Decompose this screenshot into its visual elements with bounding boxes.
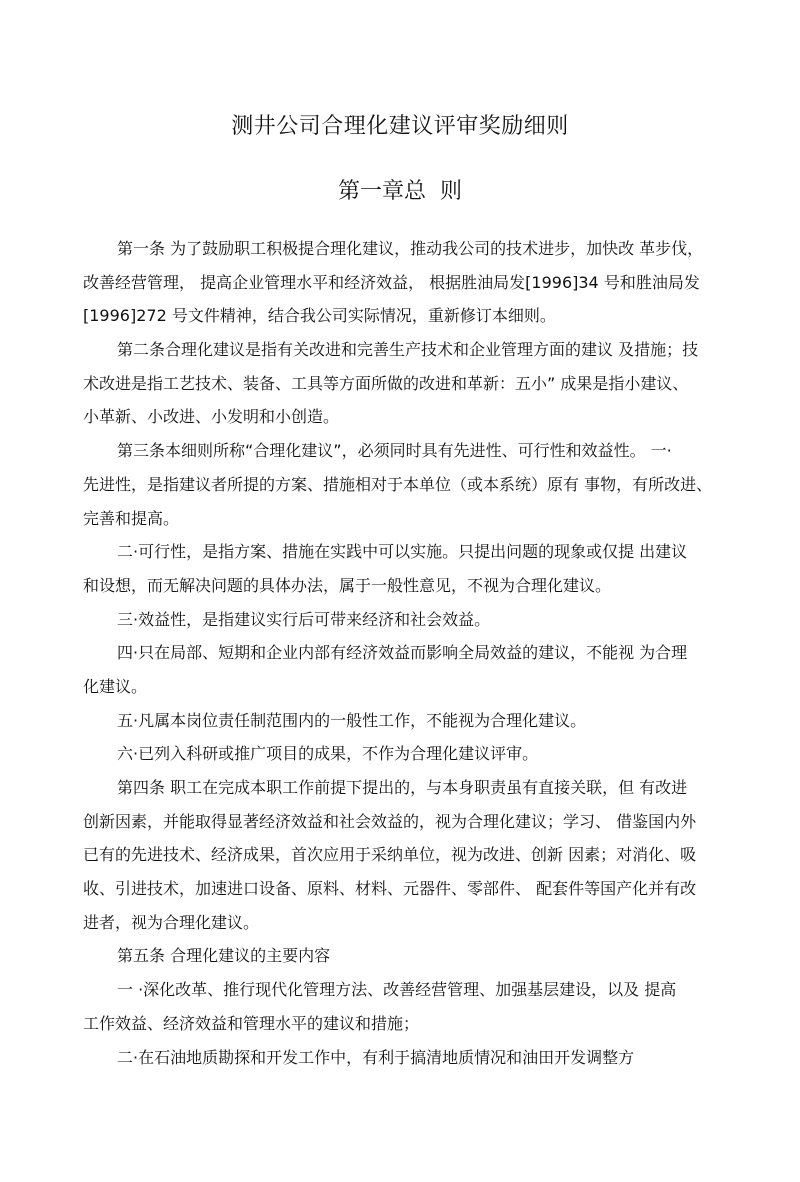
text-line: 创新因素，并能取得显著经济效益和社会效益的，视为合理化建议；学习、 借鉴国内外 [83,811,697,831]
text-line: 工作效益、经济效益和管理水平的建议和措施； [83,1013,420,1033]
text-line: 三·效益性，是指建议实行后可带来经济和社会效益。 [117,609,491,629]
text-line: 化建议。 [83,676,148,696]
text-line: 六·已列入科研或推广项目的成果，不作为合理化建议评审。 [117,744,539,764]
text-line: 收、引进技术，加速进口设备、原料、材料、元器件、零部件、 配套件等国产化并有改 [83,879,697,899]
text-line: 术改进是指工艺技术、装备、工具等方面所做的改进和革新：五小” 成果是指小建议、 [83,373,689,393]
text-line: 已有的先进技术、经济成果，首次应用于采纳单位，视为改进、创新 因素；对消化、吸 [83,845,697,865]
chapter-heading: 第一章总 则 [338,179,462,204]
document-title: 测井公司合理化建议评审奖励细则 [231,114,569,139]
text-line: 第一条 为了鼓励职工积极提合理化建议，推动我公司的技术进步，加快改 革步伐， [117,239,704,258]
text-line: 二·在石油地质勘探和开发工作中，有利于搞清地质情况和油田开发调整方 [117,1047,635,1067]
text-line: [1996]272 号文件精神，结合我公司实际情况，重新修订本细则。 [83,306,556,326]
text-line: 第五条 合理化建议的主要内容 [117,946,331,966]
text-line: 二·可行性，是指方案、措施在实践中可以实施。只提出问题的现象或仅提 出建议 [117,542,688,562]
text-line: 进者，视为合理化建议。 [83,912,260,932]
text-line: 第四条 职工在完成本职工作前提下提出的，与本身职责虽有直接关联，但 有改进 [117,778,688,797]
text-line: 五·凡属本岗位责任制范围内的一般性工作，不能视为合理化建议。 [117,710,587,730]
text-line: 第三条本细则所称“合理化建议”，必须同时具有先进性、可行性和效益性。 一· [117,441,672,461]
text-line: 一 ·深化改革、推行现代化管理方法、改善经营管理、加强基层建设，以及 提高 [117,980,677,1000]
text-line: 先进性，是指建议者所提的方案、措施相对于本单位（或本系统）原有 事物，有所改进、 [83,474,713,494]
document-body [83,232,723,1074]
text-line: 四·只在局部、短期和企业内部有经济效益而影响全局效益的建议，不能视 为合理 [117,643,688,663]
text-line: 改善经营管理， 提高企业管理水平和经济效益， 根据胜油局发[1996]34 号和胜油局发 [83,272,700,292]
text-line: 第二条合理化建议是指有关改进和完善生产技术和企业管理方面的建议 及措施；技 [117,340,699,360]
text-line: 小革新、小改进、小发明和小创造。 [83,407,340,427]
text-line: 和设想，而无解决问题的具体办法，属于一般性意见，不视为合理化建议。 [83,575,612,595]
text-line: 完善和提高。 [83,508,180,528]
